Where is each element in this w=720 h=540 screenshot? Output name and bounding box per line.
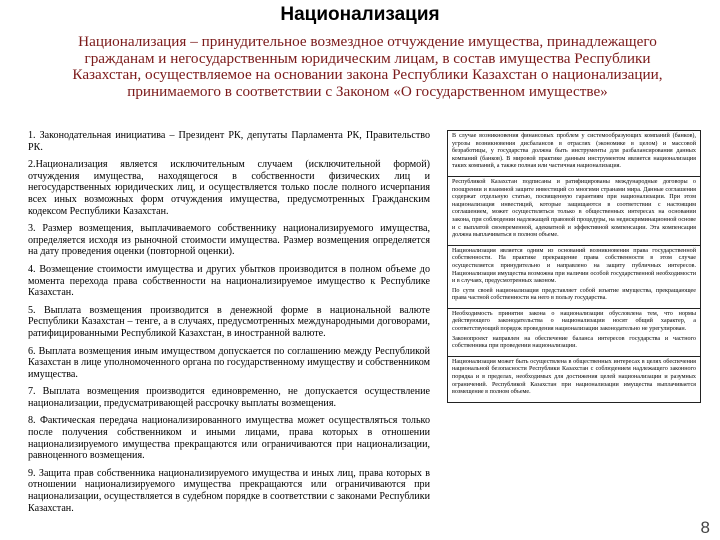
side-note-text: В случае возникновения финансовых проблем у системообразующих компаний (банков), угрозы возникновения дисбалансов в отраслях (экономике в целом) и массовой безработицы, у государства должна быть инструменты для разбалансирования данных компаний (банков). В мировой практике данным инструментом является национализация таких компаний, а также полная или частичная национализация. [452,133,696,170]
list-item: 9. Защита прав собственника национализируемого имущества и иных лиц, права которых в отношении национализируемого имущества прекращаются или ограничиваются при национализации, осуществляется в судебном порядке в соответствии с законами Республики Казахстан. [28,467,430,514]
list-item: 1. Законодательная инициатива – Президент РК, депутаты Парламента РК, Правительство РК. [28,130,430,153]
list-item: 5. Выплата возмещения производится в денежной форме в национальной валюте Республики Казахстан – тенге, а в случаях, предусмотренных международными договорами, ратифицированными Республикой Казахстан, в иностранной валюте. [28,304,430,339]
side-note-text: Республикой Казахстан подписаны и ратифицированы международные договоры о поощрении и взаимной защите инвестиций со многими странами мира. Данные соглашения содержат отдельную статью, посвященную гарантиям при национализации. При этом национализация инвестиций, которые защищаются в соответствии с настоящим соглашением, может осуществляться только в общественных интересах на основании закона, при соблюдении надлежащей правовой процедуры, на недискриминационной основе и с выплатой своевременной, адекватной и эффективной компенсации. Эта компенсация должна выплачиваться в полном объеме. [452,178,696,239]
definition-text: Национализация – принудительное возмездное отчуждение имущества, принадлежащего гражданам и негосударственным юридическим лицам, в состав имущества Республики Казахстан, осуществляемое на основании закона Республики Казахстан о национализации, принимаемого в соответствии с Законом «О государственном имуществе» [72,33,663,100]
side-note-cell [448,177,700,246]
side-note-text: Необходимость принятия закона о национализации обусловлена тем, что нормы действующего законодательства о национализации носят общий характер, а соответствующий порядок проведения национализации законодательно не урегулирован. [452,310,696,333]
side-note-cell [448,131,700,177]
side-note-text: Национализация может быть осуществлена в общественных интересах в целях обеспечения национальной безопасности Республики Казахстан с соблюдением надлежащего законного порядка и в пределах, необходимых для достижения целей национализации и разумных ограничений. Республикой Казахстан при национализации имущества выплачивается возмещение в полном объеме. [452,358,696,396]
list-item: 3. Размер возмещения, выплачиваемого собственнику национализируемого имущества, определяется исходя из рыночной стоимости имущества. Размер возмещения определяется на дату проведения оценки (повторной оценки). [28,223,430,258]
side-note-text: Национализация является одним из оснований возникновения права государственной собственности. На практике прекращение права собственности в этом случае осуществляется принудительно и направлено на защиту публичных интересов. Национализация имущества возможна при наличии особой государственной необходимости и в случаях, предусмотренных законом. [452,247,696,285]
side-note-cell [448,357,700,402]
side-note-text: Законопроект направлен на обеспечение баланса интересов государства и частного собственника при проведении национализации. [452,335,696,350]
list-item: 8. Фактическая передача национализированного имущества может осуществляться только после получения собственником и иными лицами, права которых в отношении национализируемого имущества прекращаются или ограничиваются при национализации, равноценного возмещения. [28,415,430,462]
main-list [28,130,430,520]
list-item: 6. Выплата возмещения иным имуществом допускается по соглашению между Республикой Казахстан в лице уполномоченного органа по государственному имуществу и собственником имущества. [28,345,430,380]
page-number: 8 [700,518,710,537]
list-item: 2.Национализация является исключительным случаем (исключительной формой) отчуждения имущества, находящегося в собственности физических лиц и негосударственных юридических лиц, и осуществляется только после полного исчерпания всех иных возможных форм отчуждения имущества, предусмотренных Гражданским кодексом Республики Казахстан. [28,159,430,217]
side-note-cell [448,309,700,357]
side-note-text: По сути своей национализация представляет собой изъятие имущества, прекращающее права частной собственности на него в пользу государства. [452,287,696,302]
list-item: 4. Возмещение стоимости имущества и других убытков производится в полном объеме до момента перехода права собственности на национализируемое имущество к Республике Казахстан. [28,263,430,299]
page-title: Национализация [280,4,440,25]
side-note-cell [448,246,700,309]
side-notes-table [447,130,701,403]
list-item: 7. Выплата возмещения производится единовременно, не допускается осуществление национализации, предусматривающей рассрочку выплаты возмещения. [28,386,430,409]
